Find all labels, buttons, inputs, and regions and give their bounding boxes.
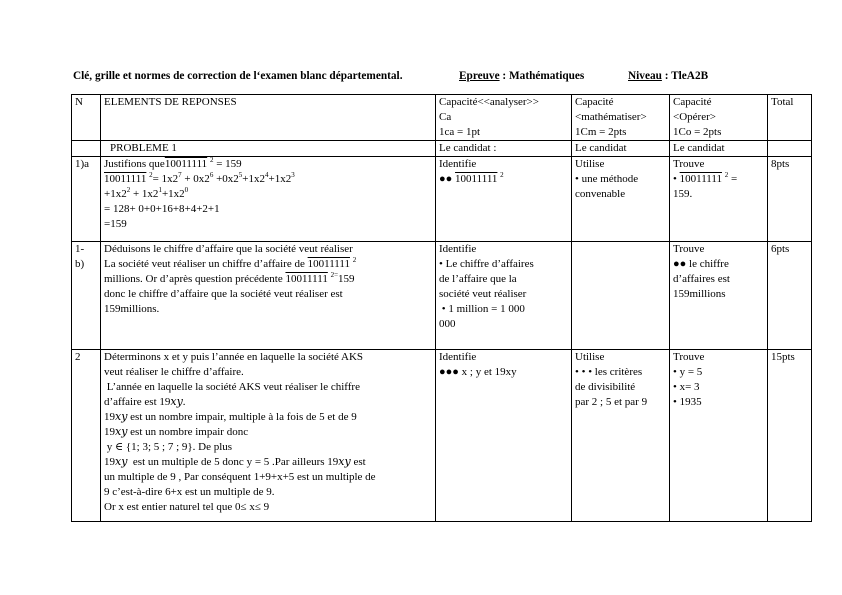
row-elements [101,157,436,242]
row-elements [101,350,436,522]
text-line: 1Cm = 2pts [575,126,627,138]
binary-number: 10011111 [164,158,208,170]
text-line: de l’affaire que la [439,273,517,285]
text-line: <Opérer> [673,111,716,123]
row-mathematiser [572,157,670,242]
text-line: 19𝑥𝑦 est un multiple de 5 donc y = 5 .Par ailleurs 19𝑥𝑦 est [104,456,366,468]
text: La société veut réaliser un chiffre d’affaire de [104,258,308,270]
text-line: veut réaliser le chiffre d’affaire. [104,366,244,378]
text: = 159 [213,158,242,170]
exponent: 4 [265,171,269,179]
text: 159 [338,273,355,285]
epreuve-label: Epreuve [459,70,500,82]
row-operer [670,242,768,350]
text-line: L’année en laquelle la société AKS veut réaliser le chiffre [104,381,360,393]
text-line: Utilise [575,351,605,363]
row-total: 6pts [768,242,812,350]
exponent: 5 [238,171,243,179]
candidat-label: Le candidat [670,141,768,157]
text-line [104,172,435,187]
text-line: Déterminons x et y puis l’année en laquelle la société AKS [104,351,364,363]
text-line: = 128+ 0+0+16+8+4+2+1 [104,203,220,215]
exponent: 2 [330,271,335,279]
text-line: de divisibilité [575,381,636,393]
text: Justifions que [104,158,165,170]
row-number: 1- b) [72,242,101,350]
text-line: 159. [673,188,693,200]
row-elements [101,242,436,350]
text-line: • Le chiffre d’affaires [439,258,534,270]
text: +1x2 [104,188,127,200]
subheader-row [72,141,812,157]
text-line: Trouve [673,158,705,170]
row-number: 2 [72,350,101,522]
text-line: • 1935 [673,396,702,408]
binary-number: 10011111 [679,173,722,185]
text-line: Trouve [673,351,705,363]
exponent: 2 [352,256,357,264]
text-line: ●● le chiffre [673,258,729,270]
text-line [104,257,435,272]
text-line: millions. Or d’après question précédente 10011111 $^{2=}$159 [104,271,355,285]
text-line: • • • les critères [575,366,643,378]
col-analyser [436,95,572,141]
text-line: convenable [575,188,626,200]
niveau-label: Niveau [628,70,662,82]
text-line [673,172,767,187]
exponent: 1 [158,186,162,194]
correction-table [71,94,812,522]
text-line: 19𝑥𝑦 est un nombre impair donc [104,426,249,438]
text: ●● [439,173,456,185]
row-analyser [436,350,572,522]
text: = 1x2 [152,173,179,185]
exponent: 0 [184,186,189,194]
text-line: • 1 million = 1 000 [439,303,525,315]
text-line: <mathématiser> [575,111,647,123]
text-line: donc le chiffre d’affaire que la société veut réaliser est [104,288,343,300]
row-mathematiser [572,350,670,522]
row-1b [72,242,812,350]
row-total: 8pts [768,157,812,242]
row-mathematiser [572,242,670,350]
text: +0x2 [213,173,239,185]
epreuve [459,70,584,82]
text-line: Identifie [439,158,477,170]
niveau-value: : TleA2B [661,70,709,82]
text: millions. Or d’après question précédente [104,273,286,285]
text-line: Or x est entier naturel tel que 0≤ x≤ 9 [104,501,270,513]
binary-number: 10011111 [307,258,350,270]
exponent: 2 [724,171,729,179]
text-line: ●●● x ; y et 19xy [439,366,517,378]
candidat-label: Le candidat [572,141,670,157]
cell-empty [768,141,812,157]
text-line: 159millions. [104,303,160,315]
exponent: 2 [126,186,131,194]
header-row [72,95,812,141]
text-line: 159millions [673,288,726,300]
col-mathematiser [572,95,670,141]
text-line: • y = 5 [673,366,703,378]
row-operer [670,157,768,242]
exponent: 3 [291,171,295,179]
cell-empty [72,141,101,157]
exponent: 2 [149,171,153,179]
text-line [104,157,435,172]
text-line: 000 [439,318,456,330]
row-operer [670,350,768,522]
text-line: d’affaire est 19𝑥𝑦. [104,396,186,408]
text-line: • une méthode [575,173,639,185]
row-analyser [436,157,572,242]
text-line: Capacité [673,96,712,108]
exponent: 6 [209,171,214,179]
text: + 1x2 [130,188,159,200]
row-2 [72,350,812,522]
row-total: 15pts [768,350,812,522]
col-n: N [72,95,101,141]
row-1a [72,157,812,242]
col-operer [670,95,768,141]
text-line: • x= 3 [673,381,700,393]
text-line: Trouve [673,243,705,255]
text-line: Capacité [575,96,614,108]
text: = [728,173,738,185]
text-line [439,172,571,187]
probleme-label: PROBLEME 1 [101,141,436,157]
row-analyser [436,242,572,350]
text-line: Identifie [439,351,477,363]
text-line: d’affaires est [673,273,730,285]
text-line: un multiple de 9 , Par conséquent 1+9+x+5 est un multiple de [104,471,376,483]
binary-number: 10011111 [285,273,328,285]
text-line: 1Co = 2pts [673,126,722,138]
text-line: société veut réaliser [439,288,527,300]
text-line: 1ca = 1pt [439,126,481,138]
candidat-label: Le candidat : [436,141,572,157]
text: +1x2 [268,173,292,185]
text-line: Capacité<<analyser>> [439,96,539,108]
col-total: Total [768,95,812,141]
text-line: 19𝑥𝑦 est un nombre impair, multiple à la fois de 5 et de 9 [104,411,357,423]
text-line: Déduisons le chiffre d’affaire que la société veut réaliser [104,243,353,255]
text: +1x2 [242,173,265,185]
row-number: 1)a [72,157,101,242]
exponent: 2 [209,156,214,164]
text-line [104,187,435,202]
text-line: Ca [439,111,452,123]
exponent: 7 [178,171,182,179]
exponent: 2 [500,171,504,179]
page-title [73,70,813,88]
niveau [628,70,708,82]
text-line: =159 [104,218,127,230]
text-line: Utilise [575,158,605,170]
text-line: par 2 ; 5 et par 9 [575,396,648,408]
text-line: Identifie [439,243,477,255]
text: + 0x2 [181,173,210,185]
text-line: 9 c’est-à-dire 6+x est un multiple de 9. [104,486,275,498]
binary-number: 10011111 [104,173,147,185]
binary-number: 10011111 [455,173,498,185]
col-elements: ELEMENTS DE REPONSES [101,95,436,141]
title-text: Clé, grille et normes de correction de l‘examen blanc départemental. [73,70,403,82]
text: +1x2 [161,188,185,200]
epreuve-value: : Mathématiques [499,70,585,82]
text: • [673,173,680,185]
text-line: y ∈ {1; 3; 5 ; 7 ; 9}. De plus [104,441,233,453]
